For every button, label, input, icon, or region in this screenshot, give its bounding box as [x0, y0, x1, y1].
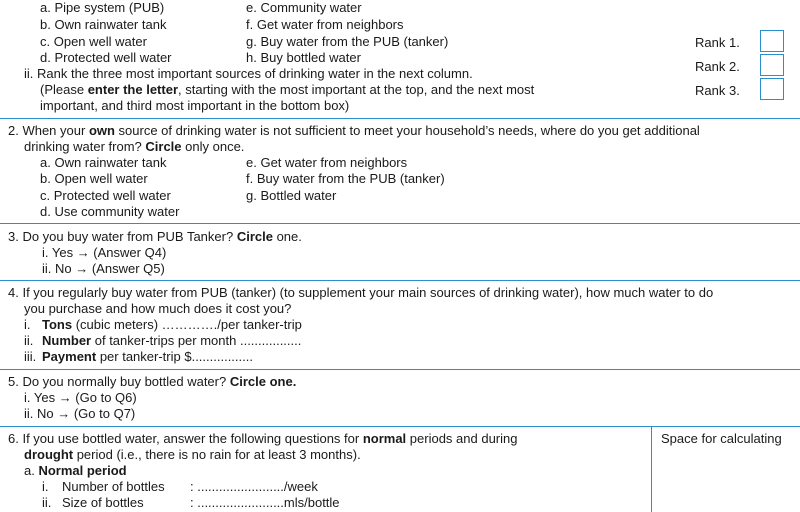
- divider: [0, 223, 800, 224]
- rank-3-box[interactable]: [760, 78, 784, 100]
- q1-rank-instruction: ii. Rank the three most important sources of drinking water in the next column.: [24, 66, 473, 81]
- q5-text: 5. Do you normally buy bottled water? Circle one.: [8, 374, 297, 389]
- q1-please-line-2: important, and third most important in the bottom box): [40, 98, 350, 113]
- q1-option-b: b. Own rainwater tank: [40, 17, 167, 32]
- q1-option-f: f. Get water from neighbors: [246, 17, 404, 32]
- q3-option-yes[interactable]: i. Yes → (Answer Q4): [42, 245, 167, 260]
- q6-number-of-bottles: i. Number of bottles : ......................../week: [42, 479, 318, 494]
- divider: [0, 426, 800, 427]
- q2-text-line-1: 2. When your own source of drinking water is not sufficient to meet your household’s needs, where do you get additional: [8, 123, 700, 138]
- q3-text: 3. Do you buy water from PUB Tanker? Circle one.: [8, 229, 302, 244]
- q1-option-c: c. Open well water: [40, 34, 147, 49]
- q4-item-number: ii. Number of tanker-trips per month .................: [24, 333, 302, 348]
- q2-option-b[interactable]: b. Open well water: [40, 171, 148, 186]
- q1-option-e: e. Community water: [246, 0, 362, 15]
- q2-option-a[interactable]: a. Own rainwater tank: [40, 155, 167, 170]
- q6-size-of-bottles: ii. Size of bottles : ........................mls/bottle: [42, 495, 340, 510]
- q1-please-line: (Please enter the letter, starting with the most important at the top, and the next most: [40, 82, 535, 97]
- rank-1-box[interactable]: [760, 30, 784, 52]
- q1-option-a: a. Pipe system (PUB): [40, 0, 165, 15]
- q2-option-d[interactable]: d. Use community water: [40, 204, 180, 219]
- q4-text-line-2: you purchase and how much does it cost you?: [24, 301, 292, 316]
- q6-normal-period-heading: a. Normal period: [24, 463, 127, 478]
- q2-option-f[interactable]: f. Buy water from the PUB (tanker): [246, 171, 445, 186]
- q2-option-g[interactable]: g. Bottled water: [246, 188, 337, 203]
- calculation-space-label: Space for calculating: [661, 431, 782, 446]
- q4-text-line-1: 4. If you regularly buy water from PUB (tanker) (to supplement your main sources of drinking water), how much water to do: [8, 285, 714, 300]
- rank-3-label: Rank 3.: [695, 83, 740, 98]
- rank-2-box[interactable]: [760, 54, 784, 76]
- q4-item-tons: i. Tons (cubic meters) …………./per tanker-trip: [24, 317, 302, 332]
- calc-column-divider: [651, 426, 652, 512]
- rank-2-label: Rank 2.: [695, 59, 740, 74]
- q2-option-e[interactable]: e. Get water from neighbors: [246, 155, 408, 170]
- divider: [0, 369, 800, 370]
- rank-1-label: Rank 1.: [695, 35, 740, 50]
- q5-option-yes[interactable]: i. Yes → (Go to Q6): [24, 390, 137, 405]
- q2-text-line-2: drinking water from? Circle only once.: [24, 139, 245, 154]
- q1-option-d: d. Protected well water: [40, 50, 172, 65]
- divider: [0, 118, 800, 119]
- q6-text-line-1: 6. If you use bottled water, answer the following questions for normal periods and during: [8, 431, 518, 446]
- q4-item-payment: iii. Payment per tanker-trip $.................: [24, 349, 253, 364]
- divider: [0, 280, 800, 281]
- q3-option-no[interactable]: ii. No → (Answer Q5): [42, 261, 165, 276]
- q1-option-g: g. Buy water from the PUB (tanker): [246, 34, 449, 49]
- q5-option-no[interactable]: ii. No → (Go to Q7): [24, 406, 136, 421]
- q1-option-h: h. Buy bottled water: [246, 50, 361, 65]
- q6-text-line-2: drought period (i.e., there is no rain for at least 3 months).: [24, 447, 361, 462]
- q2-option-c[interactable]: c. Protected well water: [40, 188, 171, 203]
